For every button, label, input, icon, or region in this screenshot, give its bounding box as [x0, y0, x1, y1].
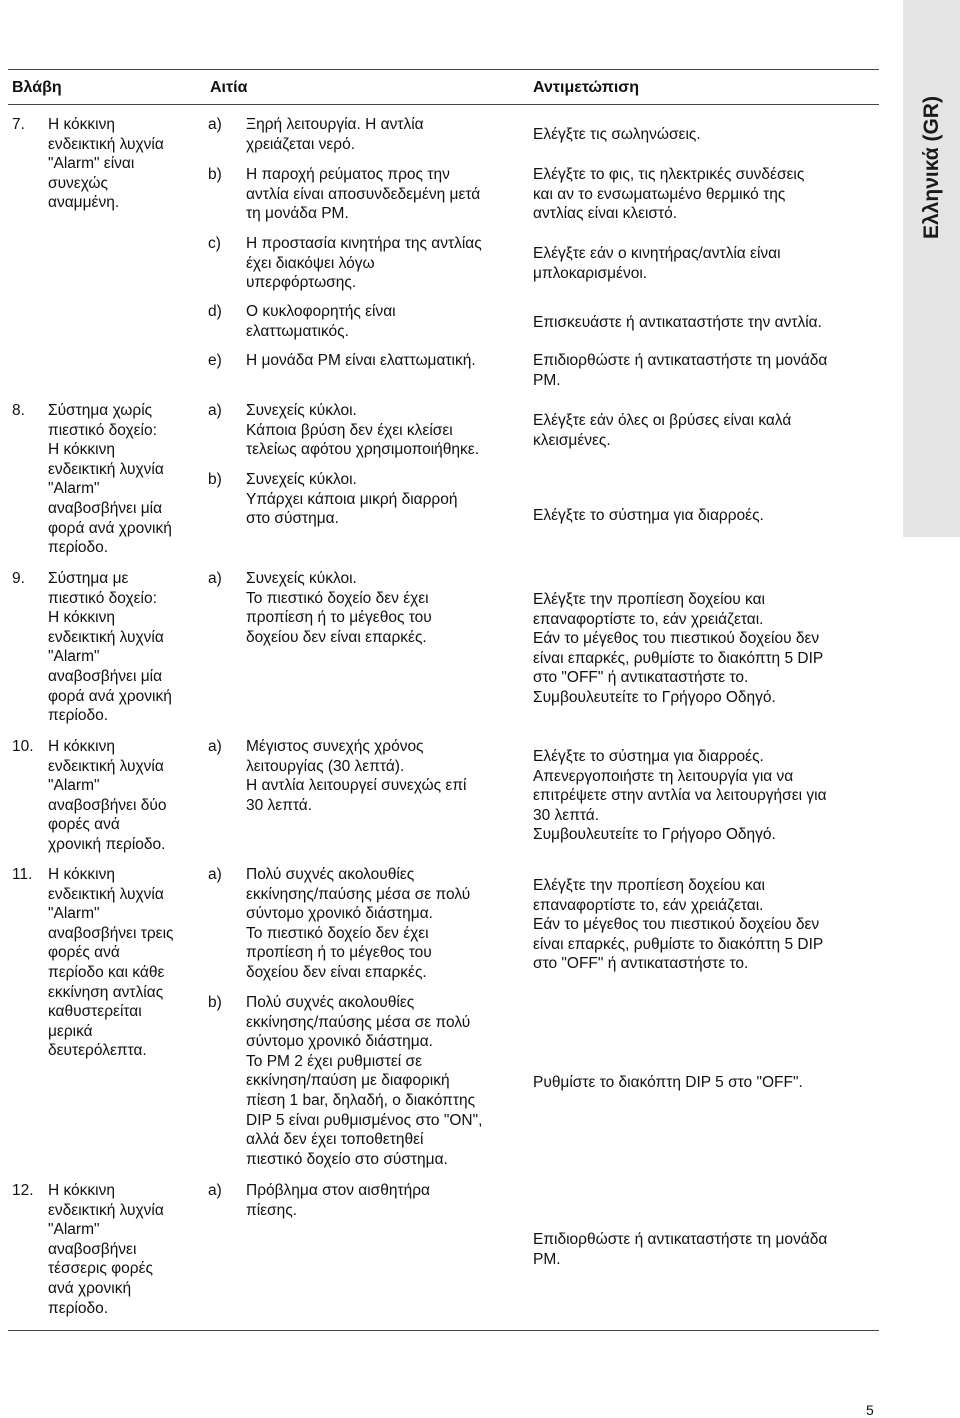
fault-text: Σύστημα χωρίς πιεστικό δοχείο: Η κόκκινη ενδεικτική λυχνία "Alarm" αναβοσβήνει μία φορά ανά χρονική περίοδο.: [48, 402, 172, 557]
cause-text: Πρόβλημα στον αισθητήρα πίεσης.: [246, 1182, 430, 1219]
cause-text: Συνεχείς κύκλοι. Υπάρχει κάποια μικρή διαρροή στο σύστημα.: [246, 471, 458, 528]
cause-text: Συνεχείς κύκλοι. Κάποια βρύση δεν έχει κλείσει τελείως αφότου χρησιμοποιήθηκε.: [246, 402, 480, 459]
cause-label: a): [208, 738, 222, 755]
remedy-text: Ελέγξτε την προπίεση δοχείου και επαναφορτίστε το, εάν χρειάζεται. Εάν το μέγεθος του πιεστικού δοχείου δεν είναι επαρκές, ρυθμίστε το διακόπτη 5 DIP στο "OFF" ή αντικαταστήστε το. Συμβουλευτείτε το Γρήγορο Οδηγό.: [533, 591, 824, 706]
cause-label: e): [208, 352, 222, 369]
cause-label: b): [208, 994, 222, 1011]
header-cause: Αιτία: [210, 79, 248, 96]
fault-text: Σύστημα με πιεστικό δοχείο: Η κόκκινη ενδεικτική λυχνία "Alarm" αναβοσβήνει μία φορά ανά χρονική περίοδο.: [48, 570, 172, 725]
row-number: 8.: [12, 402, 25, 419]
page-number: 5: [866, 1402, 874, 1418]
cause-text: Ξηρή λειτουργία. Η αντλία χρειάζεται νερό.: [246, 116, 424, 153]
row-number: 12.: [12, 1182, 34, 1199]
row-number: 10.: [12, 738, 34, 755]
table-bottom-rule: [8, 1330, 879, 1331]
fault-text: Η κόκκινη ενδεικτική λυχνία "Alarm" αναβοσβήνει τρεις φορές ανά περίοδο και κάθε εκκίνηση αντλίας καθυστερείται μερικά δευτερόλεπτα.: [48, 866, 174, 1060]
remedy-text: Ελέγξτε το φις, τις ηλεκτρικές συνδέσεις και αν το ενσωματωμένο θερμικό της αντλίας είναι κλειστό.: [533, 166, 805, 223]
cause-text: Η μονάδα PM είναι ελαττωματική.: [246, 352, 476, 369]
cause-label: a): [208, 1182, 222, 1199]
row-number: 9.: [12, 570, 25, 587]
cause-text: Πολύ συχνές ακολουθίες εκκίνησης/παύσης μέσα σε πολύ σύντομο χρονικό διάστημα. Το PM 2 έχει ρυθμιστεί σε εκκίνηση/παύση με διαφορική πίεση 1 bar, δηλαδή, ο διακόπτης DIP 5 είναι ρυθμισμένος στο "ON", αλλά δεν έχει τοποθετηθεί πιεστικό δοχείο στο σύστημα.: [246, 994, 483, 1168]
language-side-tab: [903, 0, 960, 537]
header-fault: Βλάβη: [12, 79, 62, 96]
cause-label: a): [208, 116, 222, 133]
fault-text: Η κόκκινη ενδεικτική λυχνία "Alarm" είναι συνεχώς αναμμένη.: [48, 116, 164, 212]
cause-label: a): [208, 570, 222, 587]
fault-text: Η κόκκινη ενδεικτική λυχνία "Alarm" αναβοσβήνει τέσσερις φορές ανά χρονική περίοδο.: [48, 1182, 164, 1317]
remedy-text: Ρυθμίστε το διακόπτη DIP 5 στο "OFF".: [533, 1074, 803, 1091]
remedy-text: Ελέγξτε το σύστημα για διαρροές.: [533, 507, 764, 524]
cause-text: Πολύ συχνές ακολουθίες εκκίνησης/παύσης μέσα σε πολύ σύντομο χρονικό διάστημα. Το πιεστικό δοχείο δεν έχει προπίεση ή το μέγεθος του δοχείου δεν είναι επαρκές.: [246, 866, 471, 981]
remedy-text: Επισκευάστε ή αντικαταστήστε την αντλία.: [533, 314, 822, 331]
cause-text: Μέγιστος συνεχής χρόνος λειτουργίας (30 λεπτά). Η αντλία λειτουργεί συνεχώς επί 30 λεπτά.: [246, 738, 467, 814]
row-number: 11.: [12, 866, 33, 883]
cause-text: Ο κυκλοφορητής είναι ελαττωματικός.: [246, 303, 396, 340]
remedy-text: Ελέγξτε εάν ο κινητήρας/αντλία είναι μπλοκαρισμένοι.: [533, 245, 781, 282]
remedy-text: Ελέγξτε εάν όλες οι βρύσες είναι καλά κλεισμένες.: [533, 412, 792, 449]
table-header-rule: [8, 104, 879, 105]
cause-label: c): [208, 235, 221, 252]
remedy-text: Ελέγξτε το σύστημα για διαρροές. Απενεργοποιήστε τη λειτουργία για να επιτρέψετε στην αντλία να λειτουργήσει για 30 λεπτά. Συμβουλευτείτε το Γρήγορο Οδηγό.: [533, 748, 827, 844]
cause-label: b): [208, 166, 222, 183]
remedy-text: Επιδιορθώστε ή αντικαταστήστε τη μονάδα PM.: [533, 352, 828, 389]
table-top-rule: [8, 69, 879, 70]
cause-label: a): [208, 866, 222, 883]
language-side-tab-label: Ελληνικά (GR): [920, 96, 943, 240]
fault-text: Η κόκκινη ενδεικτική λυχνία "Alarm" αναβοσβήνει δύο φορές ανά χρονική περίοδο.: [48, 738, 167, 853]
cause-label: b): [208, 471, 222, 488]
header-remedy: Αντιμετώπιση: [533, 79, 640, 96]
remedy-text: Ελέγξτε τις σωληνώσεις.: [533, 126, 701, 143]
remedy-text: Επιδιορθώστε ή αντικαταστήστε τη μονάδα PM.: [533, 1231, 828, 1268]
cause-text: Η προστασία κινητήρα της αντλίας έχει διακόψει λόγω υπερφόρτωσης.: [246, 235, 482, 292]
remedy-text: Ελέγξτε την προπίεση δοχείου και επαναφορτίστε το, εάν χρειάζεται. Εάν το μέγεθος του πιεστικού δοχείου δεν είναι επαρκές, ρυθμίστε το διακόπτη 5 DIP στο "OFF" ή αντικαταστήστε το.: [533, 877, 824, 973]
cause-text: Η παροχή ρεύματος προς την αντλία είναι αποσυνδεδεμένη μετά τη μονάδα PM.: [246, 166, 481, 223]
cause-label: a): [208, 402, 222, 419]
row-number: 7.: [12, 116, 25, 133]
cause-label: d): [208, 303, 222, 320]
cause-text: Συνεχείς κύκλοι. Το πιεστικό δοχείο δεν έχει προπίεση ή το μέγεθος του δοχείου δεν είναι επαρκές.: [246, 570, 432, 646]
